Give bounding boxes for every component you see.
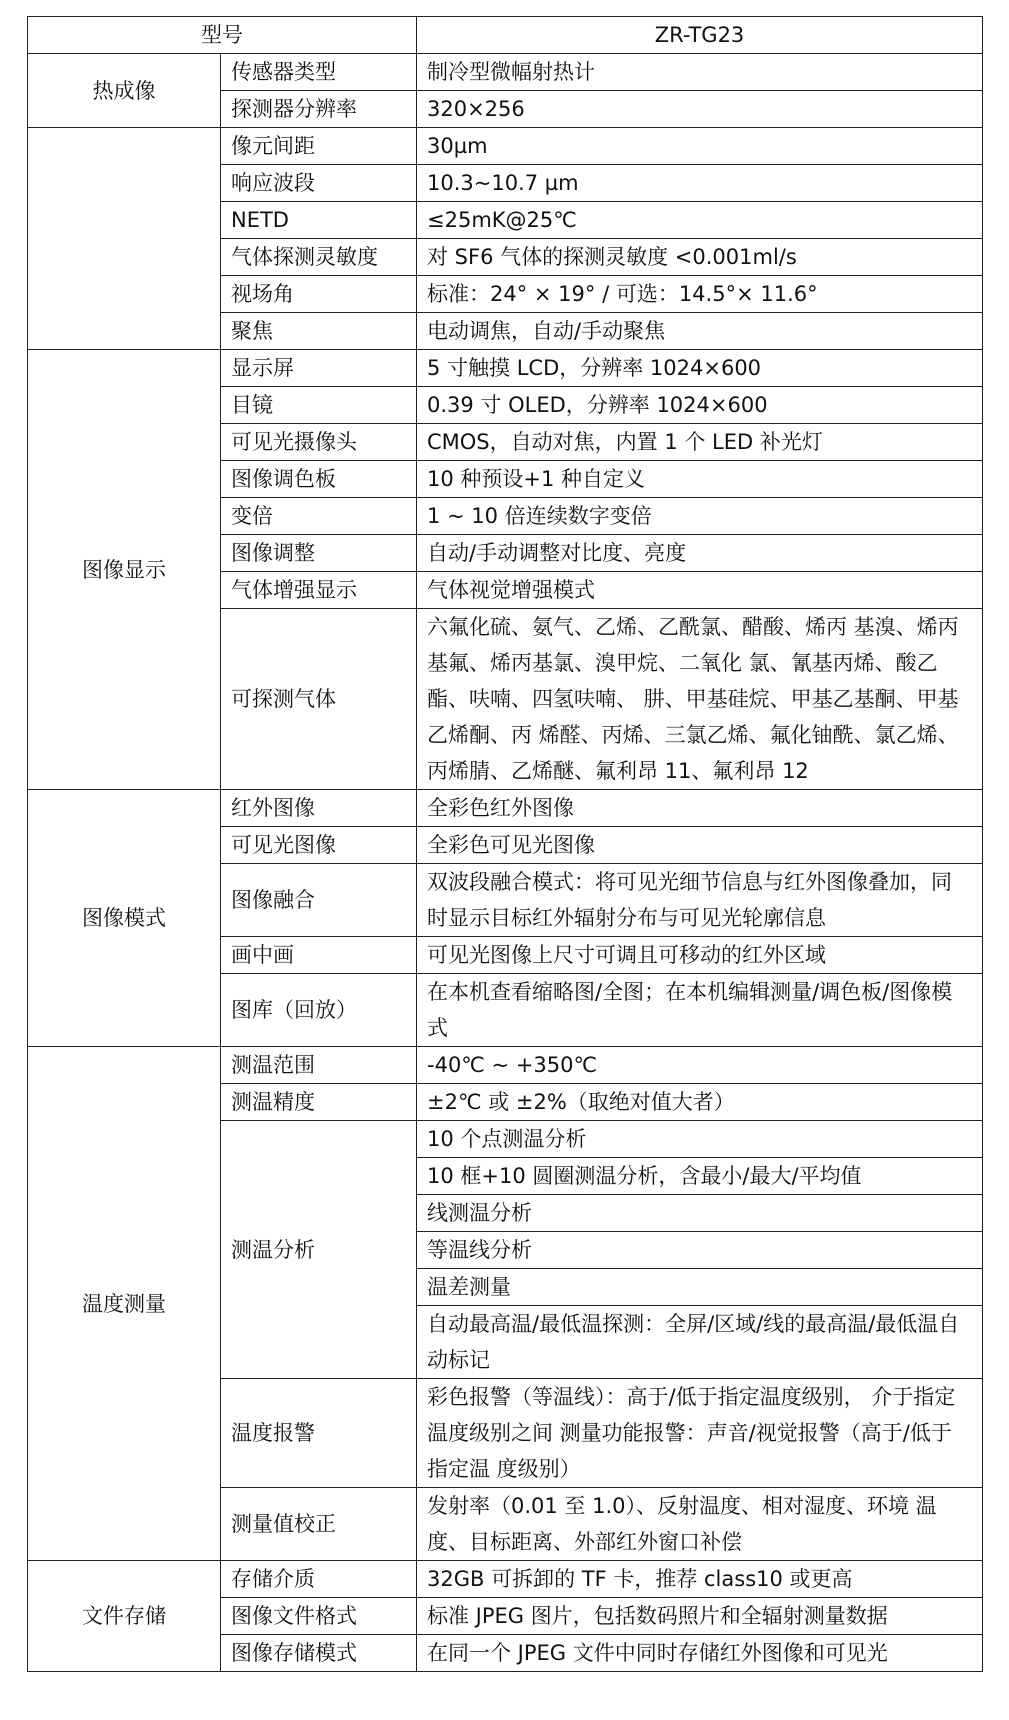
value-cell: 10.3~10.7 µm: [417, 165, 983, 202]
param-cell: 可见光图像: [221, 827, 417, 864]
spec-row: [28, 1561, 983, 1598]
param-cell: 测温分析: [221, 1121, 417, 1379]
value-cell: 0.39 寸 OLED，分辨率 1024×600: [417, 387, 983, 424]
param-cell: 响应波段: [221, 165, 417, 202]
value-cell: 线测温分析: [417, 1195, 983, 1232]
value-cell: 电动调焦，自动/手动聚焦: [417, 313, 983, 350]
value-cell: 1 ~ 10 倍连续数字变倍: [417, 498, 983, 535]
param-cell: 变倍: [221, 498, 417, 535]
value-cell: 气体视觉增强模式: [417, 572, 983, 609]
category-cell: 图像模式: [28, 790, 221, 1047]
value-cell: 对 SF6 气体的探测灵敏度 <0.001ml/s: [417, 239, 983, 276]
category-cell: 温度测量: [28, 1047, 221, 1561]
value-cell: 5 寸触摸 LCD，分辨率 1024×600: [417, 350, 983, 387]
param-cell: 红外图像: [221, 790, 417, 827]
value-cell: 全彩色可见光图像: [417, 827, 983, 864]
param-cell: 图像调色板: [221, 461, 417, 498]
value-cell: 温差测量: [417, 1269, 983, 1306]
category-cell: 文件存储: [28, 1561, 221, 1672]
category-cell: 热成像: [28, 54, 221, 128]
value-cell: 等温线分析: [417, 1232, 983, 1269]
param-cell: 传感器类型: [221, 54, 417, 91]
spec-row: [28, 790, 983, 827]
value-cell: 自动最高温/最低温探测：全屏/区域/线的最高温/最低温自动标记: [417, 1306, 983, 1379]
value-cell: 10 种预设+1 种自定义: [417, 461, 983, 498]
spec-row: [28, 1047, 983, 1084]
param-cell: 图像调整: [221, 535, 417, 572]
spec-row: [28, 128, 983, 165]
category-cell: [28, 128, 221, 350]
value-cell: 10 个点测温分析: [417, 1121, 983, 1158]
spec-table: [27, 16, 983, 1672]
category-cell: 图像显示: [28, 350, 221, 790]
value-cell: 六氟化硫、氨气、乙烯、乙酰氯、醋酸、烯丙 基溴、烯丙基氟、烯丙基氯、溴甲烷、二氧化 氯、氰基丙烯、酸乙酯、呋喃、四氢呋喃、 肼、甲基硅烷、甲基乙基酮、甲基乙烯酮、丙 烯醛、丙烯、三氯乙烯、氟化铀酰、氯乙烯、 丙烯腈、乙烯醚、氟利昂 11、氟利昂 12: [417, 609, 983, 790]
value-cell: 标准 JPEG 图片，包括数码照片和全辐射测量数据: [417, 1598, 983, 1635]
param-cell: 温度报警: [221, 1379, 417, 1488]
header-model: ZR-TG23: [417, 17, 983, 54]
value-cell: 在同一个 JPEG 文件中同时存储红外图像和可见光: [417, 1635, 983, 1672]
param-cell: 图库（回放）: [221, 974, 417, 1047]
param-cell: 图像存储模式: [221, 1635, 417, 1672]
value-cell: 制冷型微幅射热计: [417, 54, 983, 91]
param-cell: 可见光摄像头: [221, 424, 417, 461]
value-cell: 自动/手动调整对比度、亮度: [417, 535, 983, 572]
param-cell: 存储介质: [221, 1561, 417, 1598]
param-cell: 图像融合: [221, 864, 417, 937]
value-cell: ≤25mK@25℃: [417, 202, 983, 239]
param-cell: 可探测气体: [221, 609, 417, 790]
value-cell: 30µm: [417, 128, 983, 165]
param-cell: 测温精度: [221, 1084, 417, 1121]
value-cell: 可见光图像上尺寸可调且可移动的红外区域: [417, 937, 983, 974]
param-cell: 聚焦: [221, 313, 417, 350]
param-cell: 测温范围: [221, 1047, 417, 1084]
spec-table-body: [28, 17, 983, 1672]
param-cell: 显示屏: [221, 350, 417, 387]
param-cell: 探测器分辨率: [221, 91, 417, 128]
value-cell: 全彩色红外图像: [417, 790, 983, 827]
value-cell: 320×256: [417, 91, 983, 128]
header-row: [28, 17, 983, 54]
param-cell: NETD: [221, 202, 417, 239]
value-cell: 标准：24° × 19° / 可选：14.5°× 11.6°: [417, 276, 983, 313]
value-cell: ±2℃ 或 ±2%（取绝对值大者）: [417, 1084, 983, 1121]
value-cell: 在本机查看缩略图/全图；在本机编辑测量/调色板/图像模式: [417, 974, 983, 1047]
param-cell: 画中画: [221, 937, 417, 974]
param-cell: 气体探测灵敏度: [221, 239, 417, 276]
header-label: 型号: [28, 17, 417, 54]
param-cell: 测量值校正: [221, 1488, 417, 1561]
param-cell: 像元间距: [221, 128, 417, 165]
value-cell: CMOS，自动对焦，内置 1 个 LED 补光灯: [417, 424, 983, 461]
value-cell: -40℃ ~ +350℃: [417, 1047, 983, 1084]
value-cell: 发射率（0.01 至 1.0）、反射温度、相对湿度、环境 温度、目标距离、外部红外窗口补偿: [417, 1488, 983, 1561]
spec-row: [28, 54, 983, 91]
value-cell: 10 框+10 圆圈测温分析，含最小/最大/平均值: [417, 1158, 983, 1195]
param-cell: 图像文件格式: [221, 1598, 417, 1635]
param-cell: 视场角: [221, 276, 417, 313]
param-cell: 气体增强显示: [221, 572, 417, 609]
param-cell: 目镜: [221, 387, 417, 424]
spec-row: [28, 350, 983, 387]
value-cell: 32GB 可拆卸的 TF 卡，推荐 class10 或更高: [417, 1561, 983, 1598]
value-cell: 彩色报警（等温线）：高于/低于指定温度级别， 介于指定温度级别之间 测量功能报警：声音/视觉报警（高于/低于指定温 度级别）: [417, 1379, 983, 1488]
value-cell: 双波段融合模式：将可见光细节信息与红外图像叠加，同时显示目标红外辐射分布与可见光轮廓信息: [417, 864, 983, 937]
